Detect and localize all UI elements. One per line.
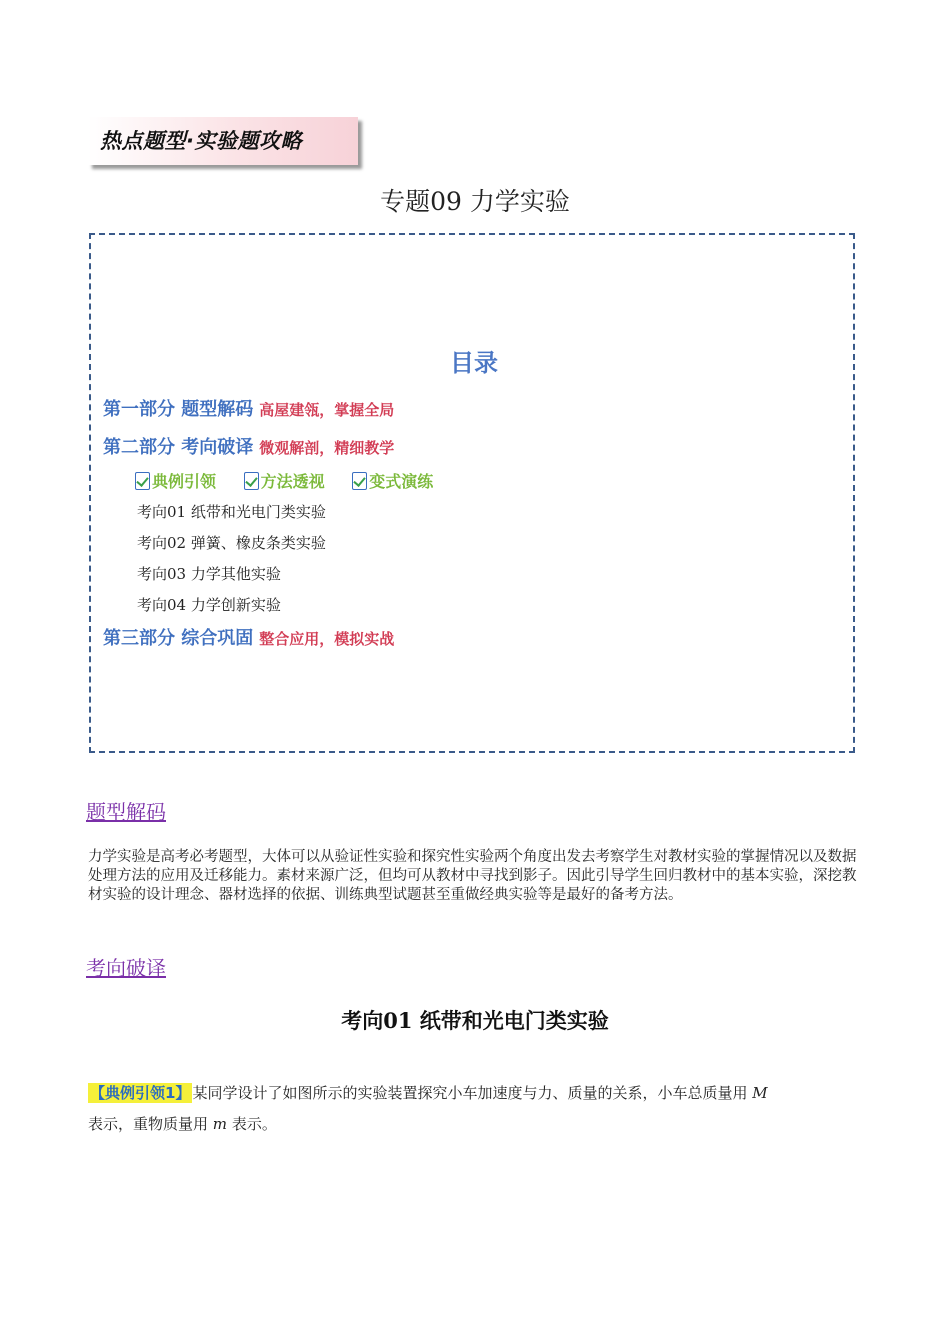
toc-part-slogan: 整合应用，模拟实战 <box>259 630 395 648</box>
var-M: M <box>752 1084 768 1102</box>
toc-part-slogan: 高屋建瓴，掌握全局 <box>259 401 395 419</box>
example-text-a: 某同学设计了如图所示的实验装置探究小车加速度与力、质量的关系，小车总质量用 <box>192 1084 748 1102</box>
toc-item-3[interactable]: 考向03 力学其他实验 <box>137 565 281 583</box>
doc-check-icon <box>244 472 259 490</box>
example-text-b: 表示，重物质量用 <box>88 1115 209 1133</box>
toc-item-4[interactable]: 考向04 力学创新实验 <box>137 596 281 614</box>
toc-icon-label: 变式演练 <box>369 472 434 491</box>
toc-part-1[interactable] <box>103 395 394 421</box>
intro-paragraph: 力学实验是高考必考题型，大体可以从验证性实验和探究性实验两个角度出发去考察学生对教材实验的掌握情况以及数据处理方法的应用及迁移能力。素材来源广泛，但均可从教材中寻找到影子。因此引导学生回归教材中的基本实验，深挖教材实验的设计理念、器材选择的依据、训练典型试题甚至重做经典实验等是最好的备考方法。 <box>88 849 857 903</box>
section-heading-direction[interactable]: 考向破译 <box>86 956 166 980</box>
var-m: m <box>212 1115 228 1133</box>
toc-icon-item-3[interactable] <box>352 469 433 492</box>
toc-icon-row <box>135 469 455 492</box>
example-paragraph <box>88 1078 864 1140</box>
toc-part-2[interactable] <box>103 433 394 459</box>
toc-heading: 目录 <box>450 349 498 377</box>
toc-icon-label: 方法透视 <box>260 472 325 491</box>
page-title: 专题09 力学实验 <box>380 187 570 216</box>
toc-part-label: 第三部分 综合巩固 <box>103 628 254 649</box>
toc-icon-label: 典例引领 <box>152 472 217 491</box>
direction-subtitle: 考向01 纸带和光电门类实验 <box>341 1008 609 1033</box>
toc-part-slogan: 微观解剖，精细教学 <box>259 439 395 457</box>
toc-part-label: 第二部分 考向破译 <box>103 437 254 458</box>
toc-box <box>89 233 855 753</box>
doc-check-icon <box>135 472 150 490</box>
section-heading-decode[interactable]: 题型解码 <box>86 800 166 824</box>
toc-item-1[interactable]: 考向01 纸带和光电门类实验 <box>137 503 326 521</box>
topic-banner <box>88 117 358 165</box>
toc-icon-item-1[interactable] <box>135 469 216 492</box>
toc-part-label: 第一部分 题型解码 <box>103 399 254 420</box>
toc-icon-item-2[interactable] <box>244 469 325 492</box>
example-tag: 【典例引领1】 <box>90 1084 191 1102</box>
toc-item-2[interactable]: 考向02 弹簧、橡皮条类实验 <box>137 534 326 552</box>
example-text-c: 表示。 <box>231 1115 277 1133</box>
doc-check-icon <box>352 472 367 490</box>
banner-text: 热点题型·实验题攻略 <box>100 129 302 153</box>
toc-part-3[interactable] <box>103 624 394 650</box>
